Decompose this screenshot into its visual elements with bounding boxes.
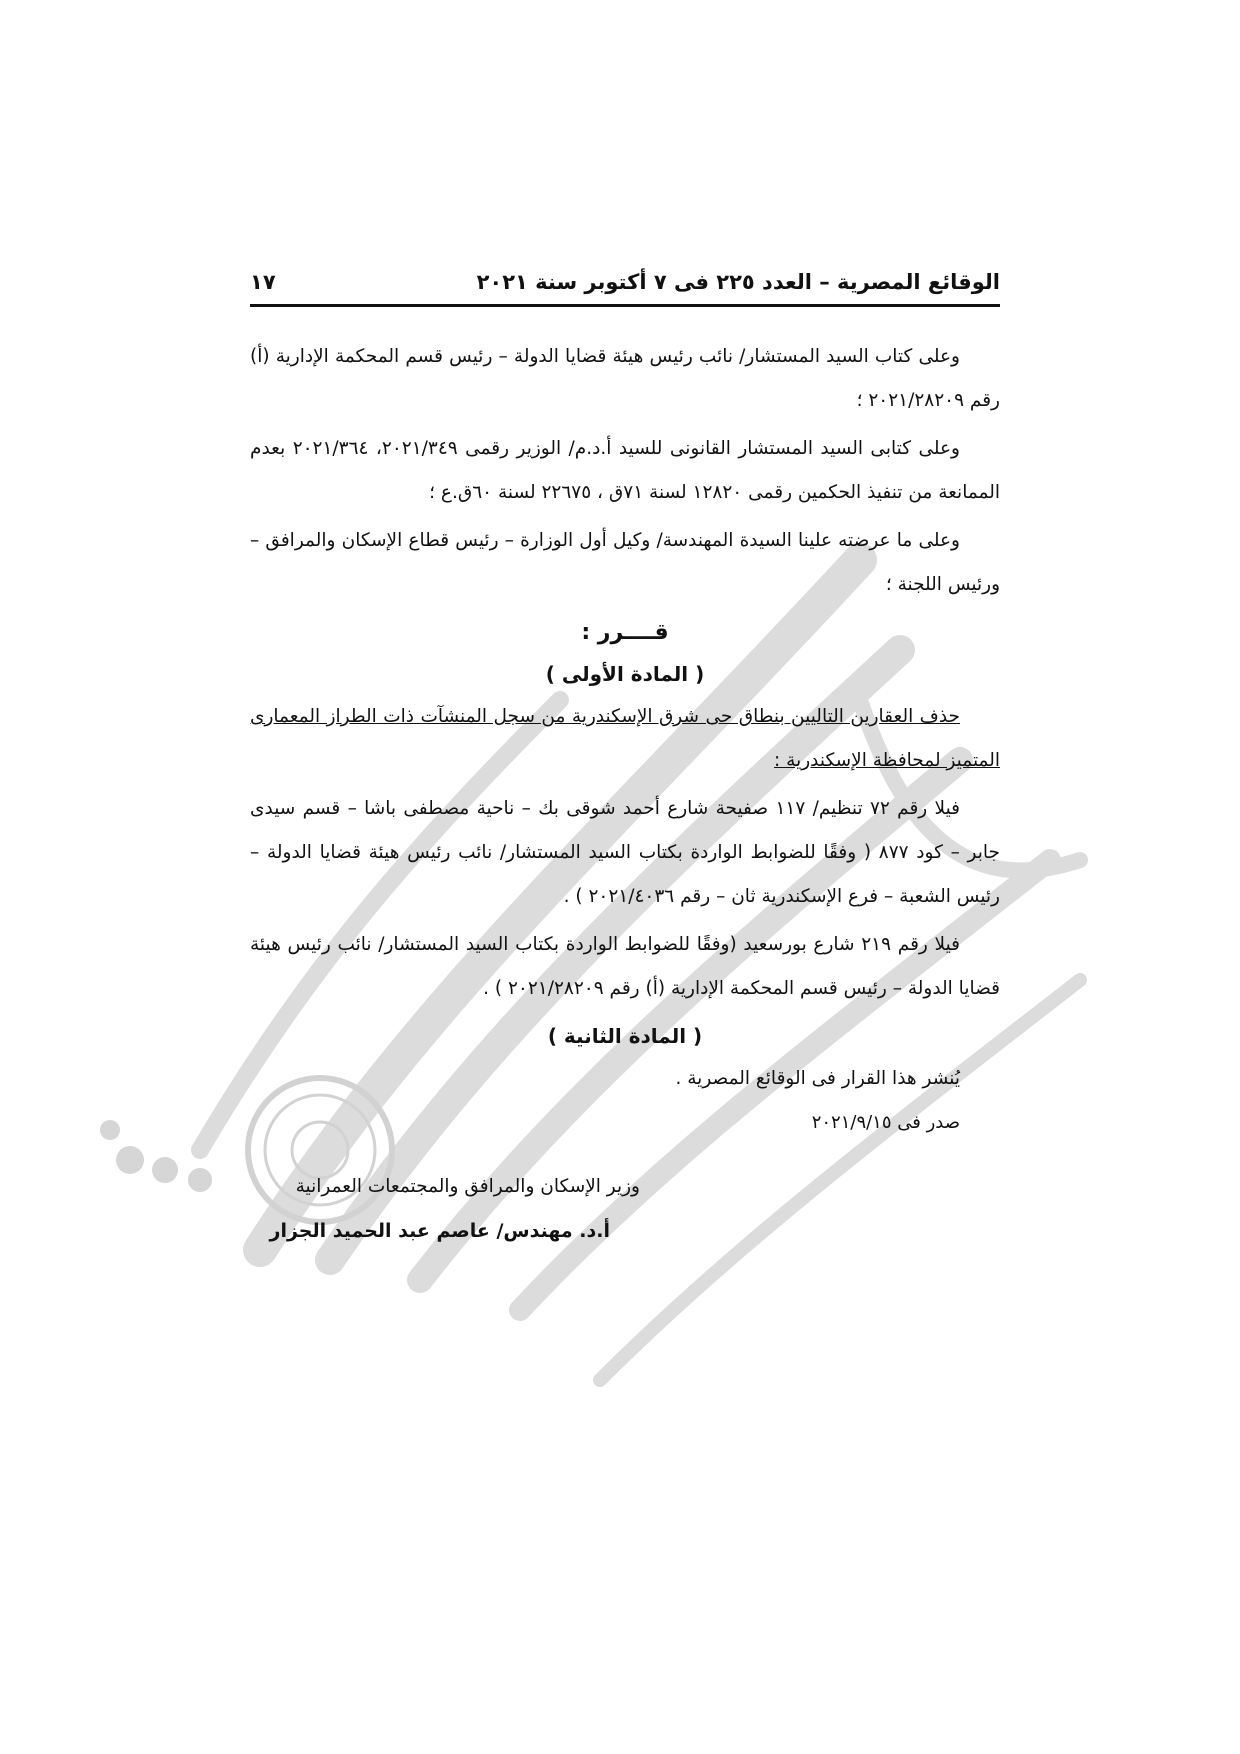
gazette-title: الوقائع المصرية – العدد ٢٢٥ فى ٧ أكتوبر سنة ٢٠٢١ (476, 270, 1000, 294)
article-2-body: يُنشر هذا القرار فى الوقائع المصرية . (675, 1068, 960, 1089)
article-1-item-1: فيلا رقم ٧٢ تنظيم/ ١١٧ صفيحة شارع أحمد شوقى بك – ناحية مصطفى باشا – قسم سيدى جابر – كود ٨٧٧ ( وفقًا للضوابط الواردة بكتاب السيد المستشار/ نائب رئيس هيئة قضايا الدولة – رئيس الشعبة – فرع الإسكندرية ثان – رقم ٢٠٢١/٤٠٣٦ ) . (250, 798, 1000, 907)
document-page (250, 270, 1000, 1253)
decision-label: قــــرر : (581, 620, 669, 645)
article-1-heading: ( المادة الأولى ) (545, 662, 705, 686)
page-number: ١٧ (250, 270, 276, 294)
paragraph-2: وعلى كتابى السيد المستشار القانونى للسيد أ.د.م/ الوزير رقمى ٢٠٢١/٣٤٩، ٢٠٢١/٣٦٤ بعدم الممانعة من تنفيذ الحكمين رقمى ١٢٨٢٠ لسنة ٧١ق ، ٢٢٦٧٥ لسنة ٦٠ق.ع ؛ (250, 438, 1000, 503)
article-1-item-2: فيلا رقم ٢١٩ شارع بورسعيد (وفقًا للضوابط الواردة بكتاب السيد المستشار/ نائب رئيس هيئة قضايا الدولة – رئيس قسم المحكمة الإدارية (أ) رقم ٢٠٢١/٢٨٢٠٩ ) . (250, 934, 1000, 999)
article-2-heading: ( المادة الثانية ) (547, 1024, 703, 1048)
issue-date: صدر فى ٢٠٢١/٩/١٥ (811, 1112, 960, 1133)
paragraph-1: وعلى كتاب السيد المستشار/ نائب رئيس هيئة قضايا الدولة – رئيس قسم المحكمة الإدارية (أ) رقم ٢٠٢١/٢٨٢٠٩ ؛ (250, 346, 1000, 411)
signature-block (250, 1165, 1000, 1253)
article-1-intro: حذف العقارين التاليين بنطاق حى شرق الإسكندرية من سجل المنشآت ذات الطراز المعمارى المتميز لمحافظة الإسكندرية : (250, 706, 1000, 771)
paragraph-3: وعلى ما عرضته علينا السيدة المهندسة/ وكيل أول الوزارة – رئيس قطاع الإسكان والمرافق – ورئيس اللجنة ؛ (250, 530, 1000, 595)
minister-title: وزير الإسكان والمرافق والمجتمعات العمرانية (295, 1176, 640, 1197)
gazette-header (250, 270, 1000, 307)
minister-name: أ.د. مهندس/ عاصم عبد الحميد الجزار (269, 1220, 610, 1242)
